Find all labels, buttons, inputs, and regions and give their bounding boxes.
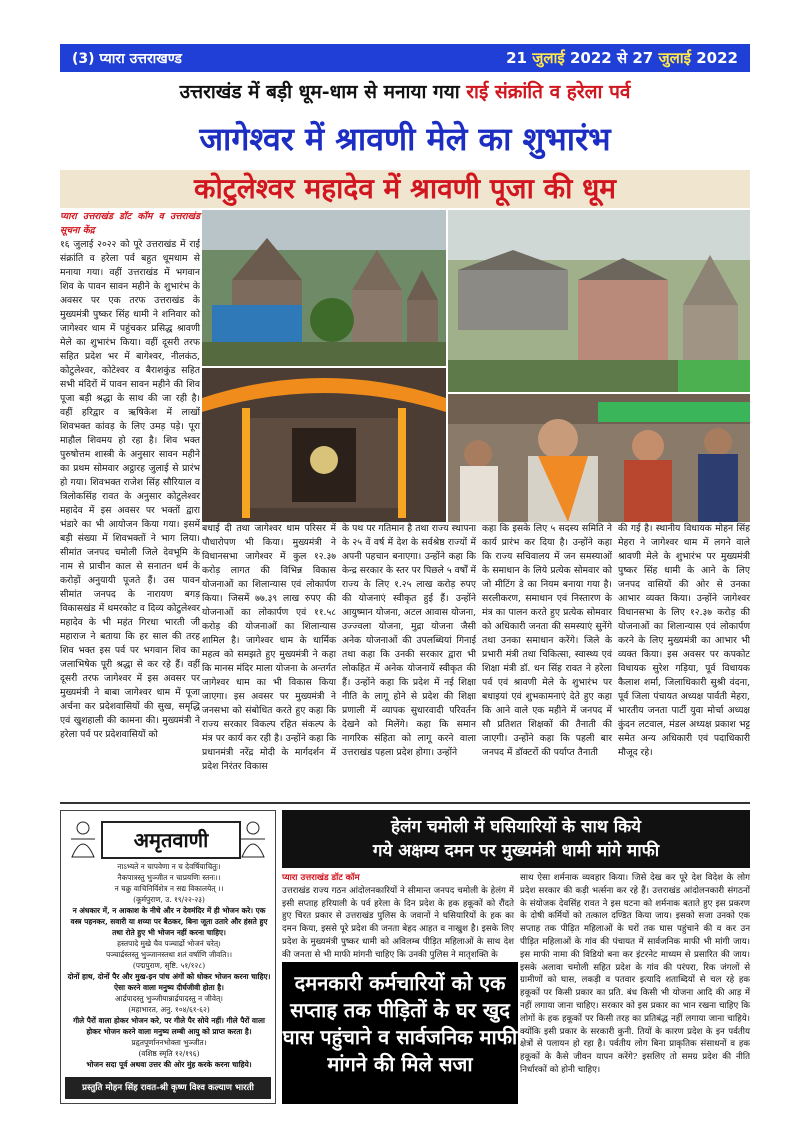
section-name: (3) प्यारा उत्तराखण्ड: [72, 50, 182, 67]
verse-meaning: न अंधकार में, न आकाश के नीचे और न देवमंदिर में ही भोजन करे। एक वस्त्र पहनकर, सवारी या शय्या पर बैठकर, बिना जूता उतारे और हंसते हुए तथा रोते हुए भी भोजन नहीं करना चाहिए।: [70, 906, 268, 937]
date-year-end: 2022: [696, 49, 738, 67]
verse-line: न चक्रु वाचिनिर्विशेत्र न सद्य विकालयेत् ।।: [114, 884, 224, 893]
date-month-start: जुलाई: [532, 49, 565, 67]
amritvani-verses: [67, 861, 271, 1070]
newspaper-page: [60, 44, 750, 1104]
helang-byline: प्यारा उत्तराखंड डॉट कॉम: [282, 873, 360, 883]
helang-text-col2: साथ ऐसा शर्मनाक व्यवहार किया। जिसे देख कर पूरे देश विदेश के लोग प्रदेश सरकार की कड़ी भर्त्सना कर रहे हैं। उत्तराखंड आंदोलनकारी संगठनों के संयोजक देवसिंह रावत ने इस घटना को शर्मनाक बताते हुए इस प्रकरण के दोषी कर्मियों को तत्काल दण्डित किया जाय। इसको सजा उनको एक सप्ताह तक पीड़ित महिलाओं के घरों तक घास पहुंचाने की व कर उन पीड़ित महिलाओं के गांव की पंचायत में सार्वजनिक माफी भी मांगी जाय। इस माफी नामा की विडियो बना कर इंटरनेट माध्यम से प्रसारित की जाय। इसके अलावा चमोली सहित प्रदेश के गांव की परंपरा, रिक जंगलों से ग्रामीणों को घास, लकड़ी व पतवार इत्यादि शताब्दियों से चल रहे हक हकूकों पर किसी प्रकार का प्रति. बंध किसी भी योजना आदि की आड़ में नहीं लगाया जाना चाहिए। सरकार को इस प्रकार का भान रखना चाहिए कि लोगों के हक हकूकों पर किसी तरह का प्रतिबंद्ध नहीं लगाया जाना चाहिये। क्योंकि इसी प्रकार के सरकारी कुनी. तियों के कारण प्रदेश के इन पर्वतीय क्षेत्रों से पलायन हो रहा है। पर्वतीय लोग बिना प्राकृतिक संसाधनों व हक हकूकों के कैसे जीवन यापन करेंगे? इसलिए तो समग्र प्रदेश की नीति निर्धारकों को होनी चाहिए।: [520, 873, 750, 1075]
top-headline: [60, 78, 750, 104]
verse-meaning: भोजन सदा पूर्व अथवा उत्तर की ओर मुंह करके करना चाहिये।: [86, 1060, 252, 1069]
amritvani-box: [60, 810, 276, 1104]
verse-line: नैकपात्रस्तु भुञ्जीत न चाप्रयणिः स्तनः।।: [117, 873, 221, 882]
verse-source: (वशिष्ठ स्मृति १२/१९६): [138, 1049, 200, 1058]
article-text-col5: की गई है। स्थानीय विधायक मोहन सिंह मेहरा ने जागेश्वर धाम में लगने वाले श्रावणी मेले के शुभारंभ पर मुख्यमंत्री पुष्कर सिंह धामी के आने के लिए जनपद वासियों की ओर से उनका आभार व्यक्त किया। उन्होंने जागेश्वर विधानसभा के लिए १२.३७ करोड़ की योजनाओं का शिलान्यास एवं लोकार्पण करने के लिए मुख्यमंत्री का आभार भी व्यक्त किया। इस अवसर पर कपकोट विधायक सुरेश गड़िया, पूर्व विधायक कैलाश शर्मा, जिलाधिकारी सुश्री वंदना, पूर्व जिला पंचायत अध्यक्ष पार्वती मेहरा, भारतीय जनता पार्टी युवा मोर्चा अध्यक्ष कुंदन लटवाल, मंडल अध्यक्ष प्रकाश भट्ट समेत अन्य अधिकारी एवं पदाधिकारी मौजूद रहे।: [618, 523, 750, 758]
verse-meaning: गीले पैरों वाला होकर भोजन करे, पर गीले पैर सोये नहीं। गीले पैरों वाला होकर भोजन करने वाला मनुष्य लम्बी आयु को प्राप्त करता है।: [73, 1016, 265, 1036]
verse-line: हस्तपादे मुखे चैव पञ्चार्द्रो भोजनं चरेत्।: [117, 939, 221, 948]
top-headline-part1: उत्तराखंड में बड़ी धूम-धाम से मनाया गया: [179, 81, 460, 103]
helang-headline: [282, 810, 750, 868]
amritvani-title: अमृतवाणी: [101, 821, 241, 859]
verse-line: प्रहृतपूर्णाननभोक्ता भुञ्जीत।: [131, 1038, 207, 1047]
verse-source: (पद्मपुराण, सृष्टि. ५१/१२८): [132, 961, 206, 970]
verse-line: आर्द्रपादस्तु भुञ्जीयान्नार्द्रपादस्तु न जीवेत्।: [115, 994, 223, 1003]
article-text-col3: के पथ पर गतिमान है तथा राज्य स्थापना के २५ वें वर्ष में देश के सर्वश्रेष्ठ राज्यों में अपनी पहचान बनाएगा। उन्होंने कहा कि केन्द्र सरकार के स्तर पर पिछले ५ वर्षों में राज्य के लिए १.२५ लाख करोड़ रुपए की योजनाएं स्वीकृत हुई हैं। उन्होंने आयुष्मान योजना, अटल आवास योजना, उज्ज्वला योजना, मुद्रा योजना जैसी अनेक योजनाओं की उपलब्धियां गिनाई तथा कहा कि उनकी सरकार द्वारा भी लोकहित में अनेक योजनायें स्वीकृत की हैं। उन्होंने कहा कि प्रदेश में नई शिक्षा नीति के लागू होने से प्रदेश की शिक्षा प्रणाली में व्यापक सुधारवादी परिवर्तन देखने को मिलेंगे। कहा कि समान नागरिक संहिता को लागू करने वाला उत्तराखंड पहला प्रदेश होगा। उन्होंने: [342, 523, 476, 758]
photo-collage: [202, 210, 750, 522]
article-text-col1: १६ जुलाई २०२२ को पूरे उत्तराखंड में राई संक्रांति व हरेला पर्व बहुत धूमधाम से मनाया गया। वहीं उत्तराखंड में भगवान शिव के पावन सावन महीने के शुभारंभ के अवसर पर एक तरफ उत्तराखंड के मुख्यमंत्री पुष्कर सिंह धामी ने शनिवार को जागेश्वर धाम में पहुंचकर प्रसिद्ध श्रावणी मेले का शुभारंभ किया। वहीं दूसरी तरफ सहित प्रदेश भर में बागेश्वर, नीलकंठ, कोटुलेश्वर, कोटेश्वर व बैराशकुंड सहित सभी मंदिरों में पावन सावन महीने की शिव पूजा बड़ी श्रद्धा के साथ की जा रही है। वहीं हरिद्वार व ऋषिकेश में लाखों शिवभक्त कांवड़ के लिए उमड़ पड़े। पूरा माहौल शिवमय हो रहा है। शिव भक्त पुरुषोत्तम शास्त्री के अनुसार सावन महीने का प्रथम सोमवार अट्ठारह जुलाई से प्रारंभ हो गया। शिवभक्त राजेश सिंह सौरियाल व त्रिलोकसिंह रावत के अनुसार कोटुलेश्वर महादेव में इस अवसर पर भक्तों द्वारा भंडारे का भी आयोजन किया गया। इसमें बड़ी संख्या में शिवभक्तों ने भाग लिया। सीमांत जनपद चमोली जिले देवभूमि के नाम से प्राचीन काल से सनातन धर्म के करोड़ों अनुयायी पूजते हैं। उस पावन सीमांत जनपद के नारायण बगड़ विकासखंड में थमरकोट व दिव्य कोटुलेश्वर महादेव के भी महंत गिरधा भारती जी महाराज ने बताया कि हर साल की तरह शिव भक्त इस पर्व पर भगवान शिव का जलाभिषेक पूरी श्रद्धा से कर रहे हैं। वहीं दूसरी तरफ जागेश्वर में इस अवसर पर मुख्यमंत्री ने बाबा जागेश्वर धाम में पूजा अर्चना कर प्रदेशवासियों की सुख, समृद्धि एवं खुशहाली की कामना की। मुख्यमंत्री ने हरेला पर्व पर प्रदेशवासियों को: [60, 239, 200, 740]
date-month-end: जुलाई: [658, 49, 692, 67]
helang-text-col1: उत्तराखंड राज्य गठन आंदोलनकारियों ने सीमान्त जनपद चमोली के हेलंग में इसी सप्ताह हरियाली के पर्व हरेला के दिन प्रदेश के हक हकूकों को रौंदते हुए चिरत प्रकार से उत्तराखंड पुलिस के जवानों ने घसियारियों के हक का दमन किया, इससे पूरे प्रदेश की जनता बेहद आहत व नाखुश है। इसके लिए प्रदेश के मुख्यमंत्री पुष्कर धामी को अविलम्ब पीड़ित महिलाओं के साथ देश की जनता से भी माफी मांगनी चाहिए कि उनकी पुलिस ने मातृशक्ति के: [282, 885, 514, 960]
page-header-bar: [60, 44, 750, 72]
date-year-start: 2022 से: [569, 49, 628, 67]
verse-source: (कूर्मपुराण, उ. १९/२२-२३): [133, 895, 205, 904]
article-column-1: [60, 210, 200, 742]
temple-photo: [202, 210, 446, 366]
article-byline: प्यारा उत्तराखंड डॉट कॉम व उत्तराखंड सूचना केंद्र: [60, 211, 200, 236]
amritvani-credit: प्रस्तुति मोहन सिंह रावत-श्री कृष्ण विश्व कल्याण भारती: [65, 1077, 271, 1099]
deity-right-image: [237, 819, 269, 863]
sub-headline: कोटुलेश्वर महादेव में श्रावणी पूजा की धूम: [60, 170, 750, 208]
temple-complex-photo: [448, 210, 750, 392]
verse-meaning: दोनों हाथ, दोनों पैर और मुख-इन पांच अंगों को धोकर भोजन करना चाहिए। ऐसा करने वाला मनुष्य दीर्घजीवी होता है।: [67, 972, 271, 992]
verse-line: नाऽभ्यते न चापवेणा न च देवर्षियाचितुः।: [117, 862, 221, 871]
helang-headline-line1: हेलंग चमोली में घसियारियों के साथ किये: [390, 817, 642, 837]
issue-date: [506, 48, 738, 68]
deity-left-image: [67, 819, 99, 863]
verse-line: पञ्चार्द्रस्तस्तु भुञ्जानस्तथा शतं वर्षाणि जीवति।।: [105, 950, 233, 959]
helang-article-col1: [282, 872, 514, 962]
section-divider: [60, 802, 750, 804]
article-text-col4: कहा कि इसके लिए ५ सदस्य समिति ने कार्य प्रारंभ कर दिया है। उन्होंने कहा कि राज्य सचिवालय में जन समस्याओं के समाधान के लिये प्रत्येक सोमवार को जो मीटिंग डे का नियम बनाया गया है। सरलीकरण, समाधान एवं निस्तारण के मंत्र का पालन करते हुए प्रत्येक सोमवार को अधिकारी जनता की समस्याएं सुनेंगे तथा उनका समाधान करेंगे। जिले के प्रभारी मंत्री तथा चिकित्सा, स्वास्थ्य एवं शिक्षा मंत्री डॉ. धन सिंह रावत ने हरेला पर्व एवं श्रावणी मेले के शुभारंभ पर बधाइयां एवं शुभकामनाएं देते हुए कहा कि आने वाले एक महीने में जनपद में सौ प्रतिशत शिक्षकों की तैनाती की जाएगी। उन्होंने कहा कि पहली बार जनपद में डॉक्टरों की पर्याप्त तैनाती: [482, 523, 612, 758]
article-text-col2: बधाई दी तथा जागेश्वर धाम परिसर में पौधारोपण भी किया। मुख्यमंत्री ने विधानसभा जागेश्वर में कुल १२.३७ करोड़ लागत की विभिन्न विकास योजनाओं का शिलान्यास एवं लोकार्पण किया। जिसमें ७७.३९ लाख रुपए की योजनाओं का लोकार्पण एवं ११.५८ करोड़ की योजनाओं का शिलान्यास शामिल है। जागेश्वर धाम के धार्मिक महत्व को समझते हुए मुख्यमंत्री ने कहा कि मानस मंदिर माला योजना के अन्तर्गत जागेश्वर धाम का भी विकास किया जाएगा। इस अवसर पर मुख्यमंत्री ने जनसभा को संबोधित करते हुए कहा कि राज्य सरकार विकल्प रहित संकल्प के मंत्र पर कार्य कर रही है। उन्होंने कहा कि प्रधानमंत्री नरेंद्र मोदी के मार्गदर्शन में प्रदेश निरंतर विकास: [202, 523, 336, 772]
date-day-end: 27: [632, 49, 654, 67]
top-headline-part2: राई संक्रांति व हरेला पर्व: [466, 81, 631, 103]
date-day-start: 21: [506, 49, 527, 67]
helang-headline-line2: गये अक्षम्य दमन पर मुख्यमंत्री धामी मांगे माफी: [372, 841, 660, 861]
shrine-garland-photo: [202, 368, 446, 522]
chief-minister-prayer-photo: [448, 394, 750, 522]
highlight-box: दमनकारी कर्मचारियों को एक सप्ताह तक पीड़ितों के घर खुद घास पहुंचाने व सार्वजनिक माफी मांगने की मिले सजा: [282, 962, 518, 1104]
verse-source: (महाभारत, अनु. १०४/६१-६२): [128, 1005, 210, 1014]
main-headline: जागेश्वर में श्रावणी मेले का शुभारंभ: [60, 108, 750, 170]
